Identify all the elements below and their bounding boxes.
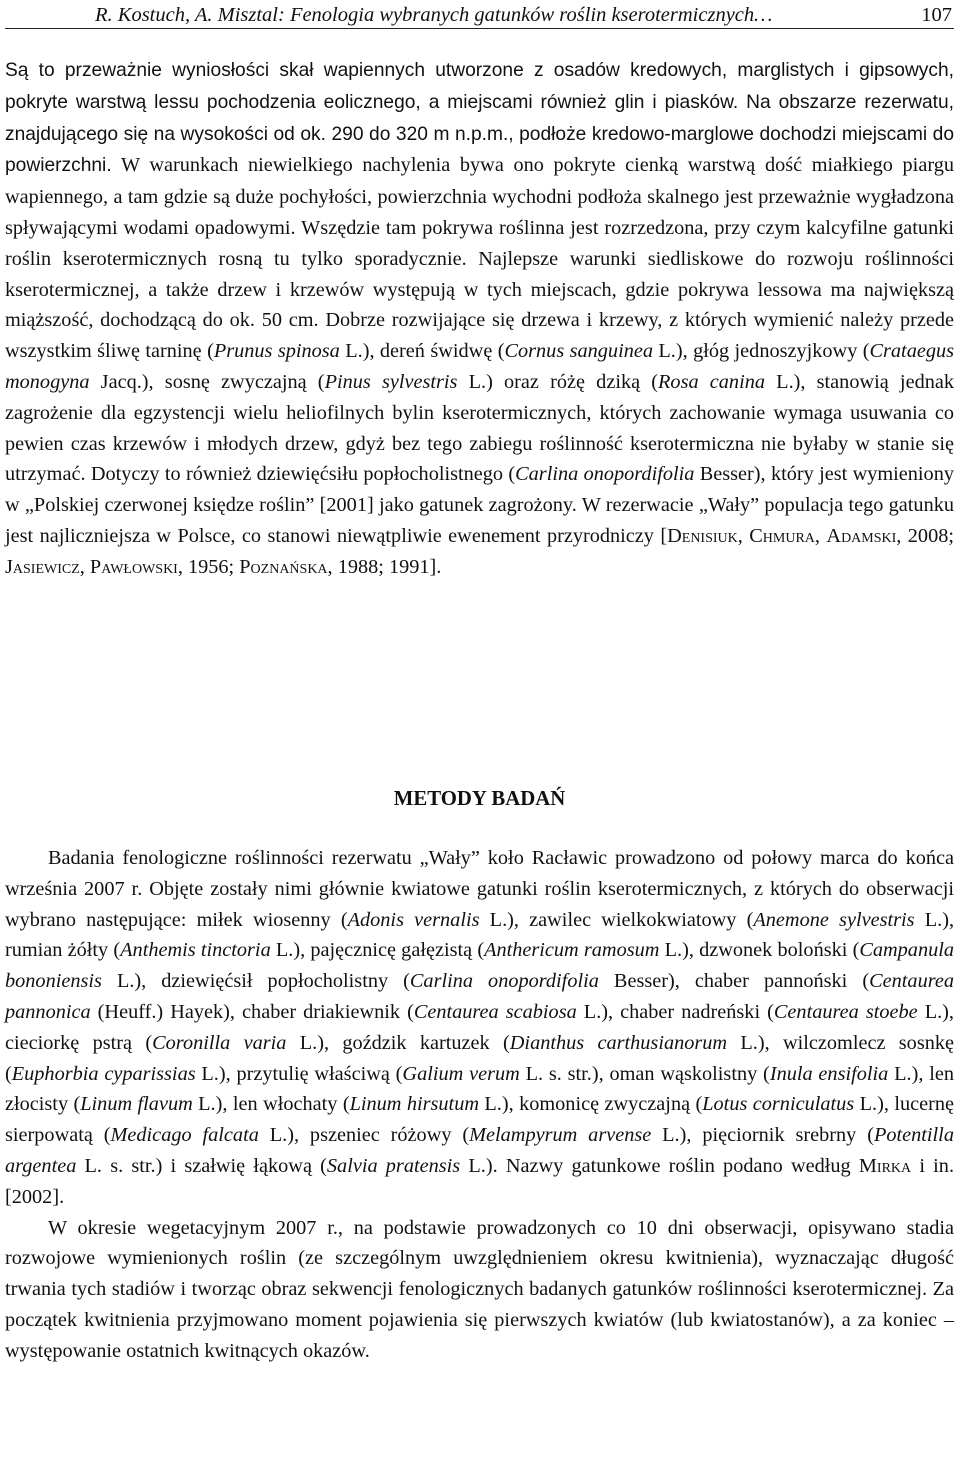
page	[5, 0, 954, 1465]
running-header	[5, 2, 954, 29]
intro-paragraph-block	[5, 55, 954, 583]
paragraph-methods-species: Badania fenologiczne roślinności rezerwatu „Wały” koło Racławic prowadzono od połowy marca do końca września 2007 r. Objęte zostały nimi głównie kwiatowe gatunki roślin kserotermicznych, z których do obserwacji wybrano następujące: miłek wiosenny (Adonis vernalis L.), zawilec wielkokwiatowy (Anemone sylvestris L.), rumian żółty (Anthemis tinctoria L.), pajęcznicę gałęzistą (Anthericum ramosum L.), dzwonek boloński (Campanula bononiensis L.), dziewięćsił popłocholistny (Carlina onopordifolia Besser), chaber pannoński (Centaurea pannonica (Heuff.) Hayek), chaber driakiewnik (Centaurea scabiosa L.), chaber nadreński (Centaurea stoebe L.), cieciorkę pstrą (Coronilla varia L.), goździk kartuzek (Dianthus carthusianorum L.), wilczomlecz sosnkę (Euphorbia cyparissias L.), przytulię właściwą (Galium verum L. s. str.), oman wąskolistny (Inula ensifolia L.), len złocisty (Linum flavum L.), len włochaty (Linum hirsutum L.), komonicę zwyczajną (Lotus corniculatus L.), lucernę sierpowatą (Medicago falcata L.), pszeniec różowy (Melampyrum arvense L.), pięciornik srebrny (Potentilla argentea L. s. str.) i szałwię łąkową (Salvia pratensis L.). Nazwy gatunkowe roślin podano według Mirka i in. [2002].	[5, 847, 955, 1208]
section-heading: METODY BADAŃ	[393, 787, 566, 810]
running-title: R. Kostuch, A. Misztal: Fenologia wybranych gatunków roślin kserotermicznych…	[95, 4, 773, 26]
methods-block	[5, 843, 954, 1367]
paragraph-methods-observation: W okresie wegetacyjnym 2007 r., na podstawie prowadzonych co 10 dni obserwacji, opisywano stadia rozwojowe wymienionych roślin (ze szczególnym uwzględnieniem okresu kwitnienia), wyznaczając długość trwania tych stadiów i tworząc obraz sekwencji fenologicznych badanych gatunków roślinności kserotermicznej. Za początek kwitnienia przyjmowano moment pojawienia się pierwszych kwiatów (lub kwiatostanów), a za koniec – występowanie ostatnich kwitnących okazów.	[5, 1216, 954, 1362]
page-number: 107	[921, 4, 952, 26]
paragraph-site-description: Są to przeważnie wyniosłości skał wapiennych utworzone z osadów kredowych, marglistych i gipsowych, pokryte warstwą lessu pochodzenia eolicznego, a miejscami również glin i piasków. Na obszarze rezerwatu, znajdującego się na wysokości od ok. 290 do 320 m n.p.m., podłoże kredowo-marglowe dochodzi miejscami do powierzchni. W warunkach niewielkiego nachylenia bywa ono pokryte cienką warstwą dość miałkiego piargu wapiennego, a tam gdzie są duże pochyłości, powierzchnia wychodni podłoża skalnego jest przeważnie wygładzona spływającymi wodami opadowymi. Wszędzie tam pokrywa roślinna jest rozrzedzona, przy czym kalcyfilne gatunki roślin kserotermicznych rosną tu tylko sporadycznie. Najlepsze warunki siedliskowe do rozwoju roślinności kserotermicznej, a także drzew i krzewów występują w tych miejscach, gdzie pokrywa lessowa ma największą miąższość, dochodzącą do ok. 50 cm. Dobrze rozwijające się drzewa i krzewy, z których wymienić należy przede wszystkim śliwę tarninę (Prunus spinosa L.), dereń świdwę (Cornus sanguinea L.), głóg jednoszyjkowy (Crataegus monogyna Jacq.), sosnę zwyczajną (Pinus sylvestris L.) oraz różę dziką (Rosa canina L.), stanowią jednak zagrożenie dla egzystencji wielu heliofilnych bylin kserotermicznych, których zachowanie wymaga usuwania co pewien czas krzewów i młodych drzew, gdyż bez tego zabiegu roślinność kserotermiczna nie byłaby w stanie się utrzymać. Dotyczy to również dziewięćsiłu popłocholistnego (Carlina onopordifolia Besser), który jest wymieniony w „Polskiej czerwonej księdze roślin” [2001] jako gatunek zagrożony. W rezerwacie „Wały” populacja tego gatunku jest najliczniejsza w Polsce, co stanowi niewątpliwie ewenement przyrodniczy [Denisiuk, Chmura, Adamski, 2008; Jasiewicz, Pawłowski, 1956; Poznańska, 1988; 1991].	[5, 60, 955, 578]
